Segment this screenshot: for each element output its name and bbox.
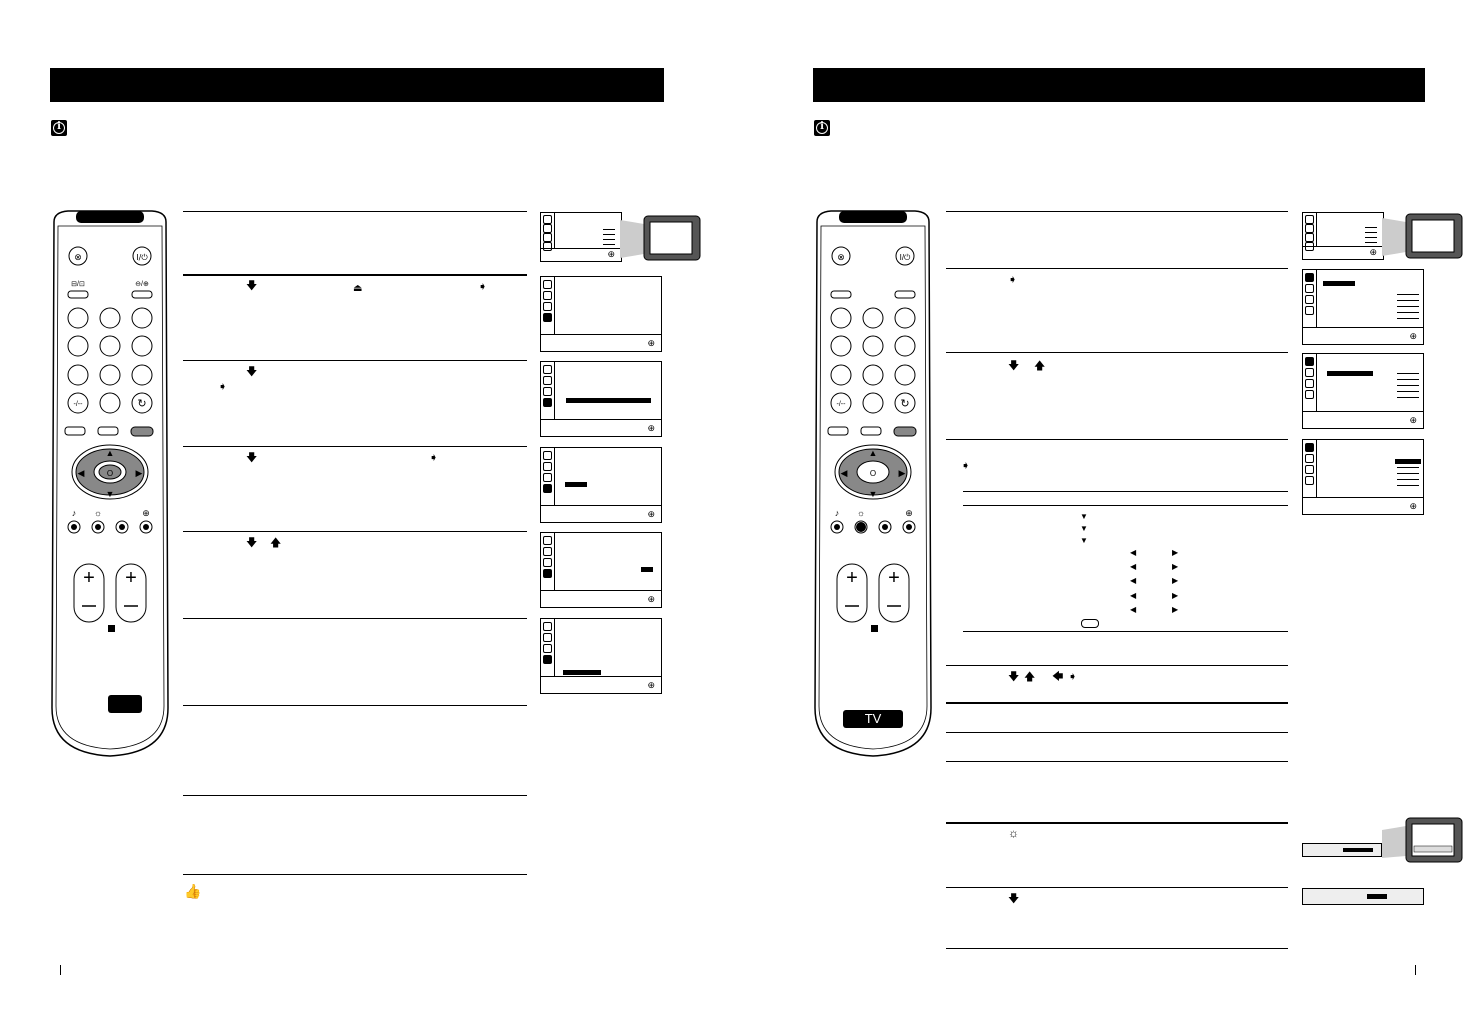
thumbs-up-icon: 👍 xyxy=(184,883,202,899)
svg-text:▶: ▶ xyxy=(898,468,906,478)
arrow-up-icon: 🡅 xyxy=(270,537,282,549)
arrow-down-icon: 🡇 xyxy=(246,280,258,292)
menu-screen: ⊕ xyxy=(540,447,662,523)
arrow-right-icon: ▶ xyxy=(1172,605,1179,614)
arrow-left-icon: ◀ xyxy=(1130,605,1137,614)
arrow-up-icon: 🡅 xyxy=(1034,360,1046,372)
svg-text:I/⏻: I/⏻ xyxy=(136,253,148,262)
svg-text:▲: ▲ xyxy=(105,448,115,458)
step-divider xyxy=(946,211,1288,212)
step-divider xyxy=(183,360,527,361)
arrow-left-icon: ◀ xyxy=(1130,576,1137,585)
svg-text:▶: ▶ xyxy=(135,468,143,478)
arrow-down-icon: 🡇 xyxy=(1008,360,1020,372)
arrow-down-icon: ▼ xyxy=(1080,536,1088,545)
svg-text:↻: ↻ xyxy=(137,398,147,410)
picture-mode-indicator xyxy=(1302,843,1382,857)
page-number-marker xyxy=(1415,965,1416,975)
svg-text:☼: ☼ xyxy=(93,508,103,518)
svg-text:☼: ☼ xyxy=(856,508,866,518)
table-divider xyxy=(963,491,1288,492)
arrow-down-icon: ▼ xyxy=(1080,512,1088,521)
menu-screen: ⊕ xyxy=(540,532,662,608)
arrow-down-icon: 🡇 xyxy=(246,537,258,549)
step-divider xyxy=(183,531,527,532)
svg-text:♪: ♪ xyxy=(834,508,840,518)
svg-text:▲: ▲ xyxy=(868,448,878,458)
remote-control xyxy=(811,208,935,768)
remote-control xyxy=(48,208,172,768)
menu-screen: ⊕ xyxy=(1302,353,1424,429)
arrow-right-icon: ➧ xyxy=(478,281,488,293)
step-divider xyxy=(946,887,1288,888)
svg-text:+: + xyxy=(83,567,95,589)
svg-text:O: O xyxy=(869,469,877,478)
tv-label: TV xyxy=(864,711,882,726)
picture-mode-indicator xyxy=(1302,888,1424,905)
step-divider xyxy=(183,274,527,276)
arrow-right-icon: ▶ xyxy=(1172,562,1179,571)
step-divider xyxy=(946,439,1288,440)
step-divider xyxy=(183,618,527,619)
step-divider xyxy=(946,822,1288,824)
step-divider xyxy=(946,948,1288,949)
menu-screen: ⊕ xyxy=(540,276,662,352)
svg-text:♪: ♪ xyxy=(71,508,77,518)
tv-set-illustration xyxy=(620,214,702,262)
step-divider xyxy=(183,795,527,796)
arrow-left-icon: 🡄 xyxy=(1052,671,1064,683)
arrow-down-icon: 🡇 xyxy=(246,452,258,464)
arrow-right-icon: ▶ xyxy=(1172,548,1179,557)
step-divider xyxy=(183,874,527,875)
svg-text:⊕: ⊕ xyxy=(142,508,150,518)
svg-text:▼: ▼ xyxy=(868,489,878,499)
svg-text:↻: ↻ xyxy=(900,398,910,410)
arrow-right-icon: ➧ xyxy=(1068,671,1078,683)
table-divider xyxy=(963,505,1288,506)
step-divider xyxy=(946,268,1288,269)
arrow-up-icon: 🡅 xyxy=(1024,671,1036,683)
svg-text:⊗: ⊗ xyxy=(74,253,82,263)
arrow-right-icon: ➧ xyxy=(961,460,971,472)
svg-text:O: O xyxy=(106,469,114,478)
table-divider xyxy=(963,631,1288,632)
svg-text:-/--: -/-- xyxy=(73,401,83,408)
left-page-title-bar xyxy=(50,68,664,102)
svg-text:⊗: ⊗ xyxy=(837,252,845,262)
arrow-down-icon: 🡇 xyxy=(1008,671,1020,683)
step-divider xyxy=(183,705,527,706)
arrow-right-icon: ➧ xyxy=(429,452,439,464)
arrow-right-icon: ➧ xyxy=(218,381,228,393)
arrow-left-icon: ◀ xyxy=(1130,548,1137,557)
arrow-right-icon: ▶ xyxy=(1172,591,1179,600)
svg-text:+: + xyxy=(888,567,900,589)
step-divider xyxy=(946,761,1288,762)
info-icon: i xyxy=(814,120,830,136)
step-divider xyxy=(183,446,527,447)
svg-text:⊟/⊡: ⊟/⊡ xyxy=(71,281,85,288)
menu-screen: ⊕ xyxy=(1302,269,1424,345)
svg-text:-/--: -/-- xyxy=(836,401,846,408)
arrow-left-icon: ◀ xyxy=(1130,591,1137,600)
step-divider xyxy=(946,732,1288,733)
lock-icon: ⏏ xyxy=(353,283,363,294)
svg-text:◀: ◀ xyxy=(840,468,848,478)
arrow-right-icon: ➧ xyxy=(1008,274,1018,286)
tv-set-illustration xyxy=(1382,212,1464,260)
menu-screen: ⊕ xyxy=(1302,212,1384,260)
page-number-marker xyxy=(60,965,61,975)
arrow-left-icon: ◀ xyxy=(1130,562,1137,571)
step-divider xyxy=(946,352,1288,353)
arrow-down-icon: 🡇 xyxy=(246,366,258,378)
step-divider xyxy=(946,665,1288,666)
svg-text:I/⏻: I/⏻ xyxy=(899,253,911,262)
svg-text:⊕: ⊕ xyxy=(905,508,913,518)
ok-button-icon xyxy=(1081,619,1099,628)
step-divider xyxy=(946,702,1288,704)
tv-label: TV xyxy=(116,711,134,726)
right-page-title-bar xyxy=(813,68,1425,102)
menu-screen: ⊕ xyxy=(540,361,662,437)
menu-screen: ⊕ xyxy=(1302,439,1424,515)
arrow-down-icon: 🡇 xyxy=(1008,893,1020,905)
svg-text:▼: ▼ xyxy=(105,489,115,499)
tv-set-illustration xyxy=(1382,816,1464,864)
input-select-icon: ⊖/⊕ xyxy=(135,281,149,288)
svg-text:◀: ◀ xyxy=(77,468,85,478)
step-divider xyxy=(183,211,527,212)
menu-screen: ⊕ xyxy=(540,212,622,262)
svg-text:+: + xyxy=(846,567,858,589)
svg-text:+: + xyxy=(125,567,137,589)
menu-screen: ⊕ xyxy=(540,618,662,694)
info-icon: i xyxy=(51,120,67,136)
picture-mode-icon: ☼ xyxy=(1008,826,1019,840)
arrow-down-icon: ▼ xyxy=(1080,524,1088,533)
arrow-right-icon: ▶ xyxy=(1172,576,1179,585)
